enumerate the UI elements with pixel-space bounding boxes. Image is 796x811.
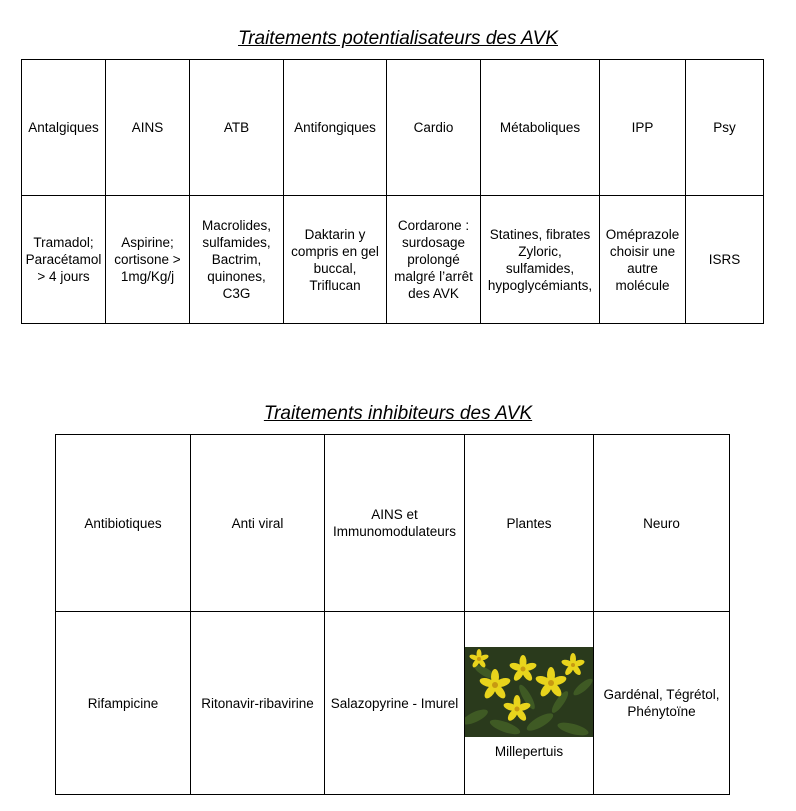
header-cell: Cardio (387, 60, 481, 196)
header-cell: Antifongiques (284, 60, 387, 196)
content-cell: Statines, fibrates Zyloric, sulfamides, hypoglycémiants, (481, 196, 600, 324)
content-cell: Rifampicine (56, 612, 191, 795)
plant-caption: Millepertuis (494, 743, 564, 759)
content-cell: Oméprazole choisir une autre molécule (600, 196, 686, 324)
plant-figure (465, 647, 593, 760)
header-cell: Anti viral (191, 435, 325, 612)
table-inhibiteurs (55, 434, 730, 795)
header-cell: Antalgiques (22, 60, 106, 196)
header-cell: Neuro (594, 435, 730, 612)
header-cell: AINS (106, 60, 190, 196)
header-cell: Plantes (465, 435, 594, 612)
content-cell: Ritonavir-ribavirine (191, 612, 325, 795)
table-potentialisateurs (21, 59, 764, 324)
header-cell: Métaboliques (481, 60, 600, 196)
header-cell: ATB (190, 60, 284, 196)
content-cell: ISRS (686, 196, 764, 324)
section-title-inhibiteurs: Traitements inhibiteurs des AVK (263, 403, 533, 424)
plant-cell (465, 612, 594, 795)
content-row (56, 612, 730, 795)
content-cell: Cordarone : surdosage prolongé malgré l’arrêt des AVK (387, 196, 481, 324)
header-row (56, 435, 730, 612)
content-cell: Gardénal, Tégrétol, Phénytoïne (594, 612, 730, 795)
header-cell: Psy (686, 60, 764, 196)
content-cell: Aspirine; cortisone > 1mg/Kg/j (106, 196, 190, 324)
content-cell: Daktarin y compris en gel buccal, Triflucan (284, 196, 387, 324)
header-row (22, 60, 764, 196)
header-cell: AINS et Immunomodulateurs (325, 435, 465, 612)
content-cell: Salazopyrine - Imurel (325, 612, 465, 795)
header-cell: IPP (600, 60, 686, 196)
content-row (22, 196, 764, 324)
content-cell: Macrolides, sulfamides, Bactrim, quinones, C3G (190, 196, 284, 324)
section-title-potentialisateurs: Traitements potentialisateurs des AVK (238, 28, 558, 49)
millepertuis-image (465, 647, 593, 737)
content-cell: Tramadol; Paracétamol > 4 jours (22, 196, 106, 324)
header-cell: Antibiotiques (56, 435, 191, 612)
